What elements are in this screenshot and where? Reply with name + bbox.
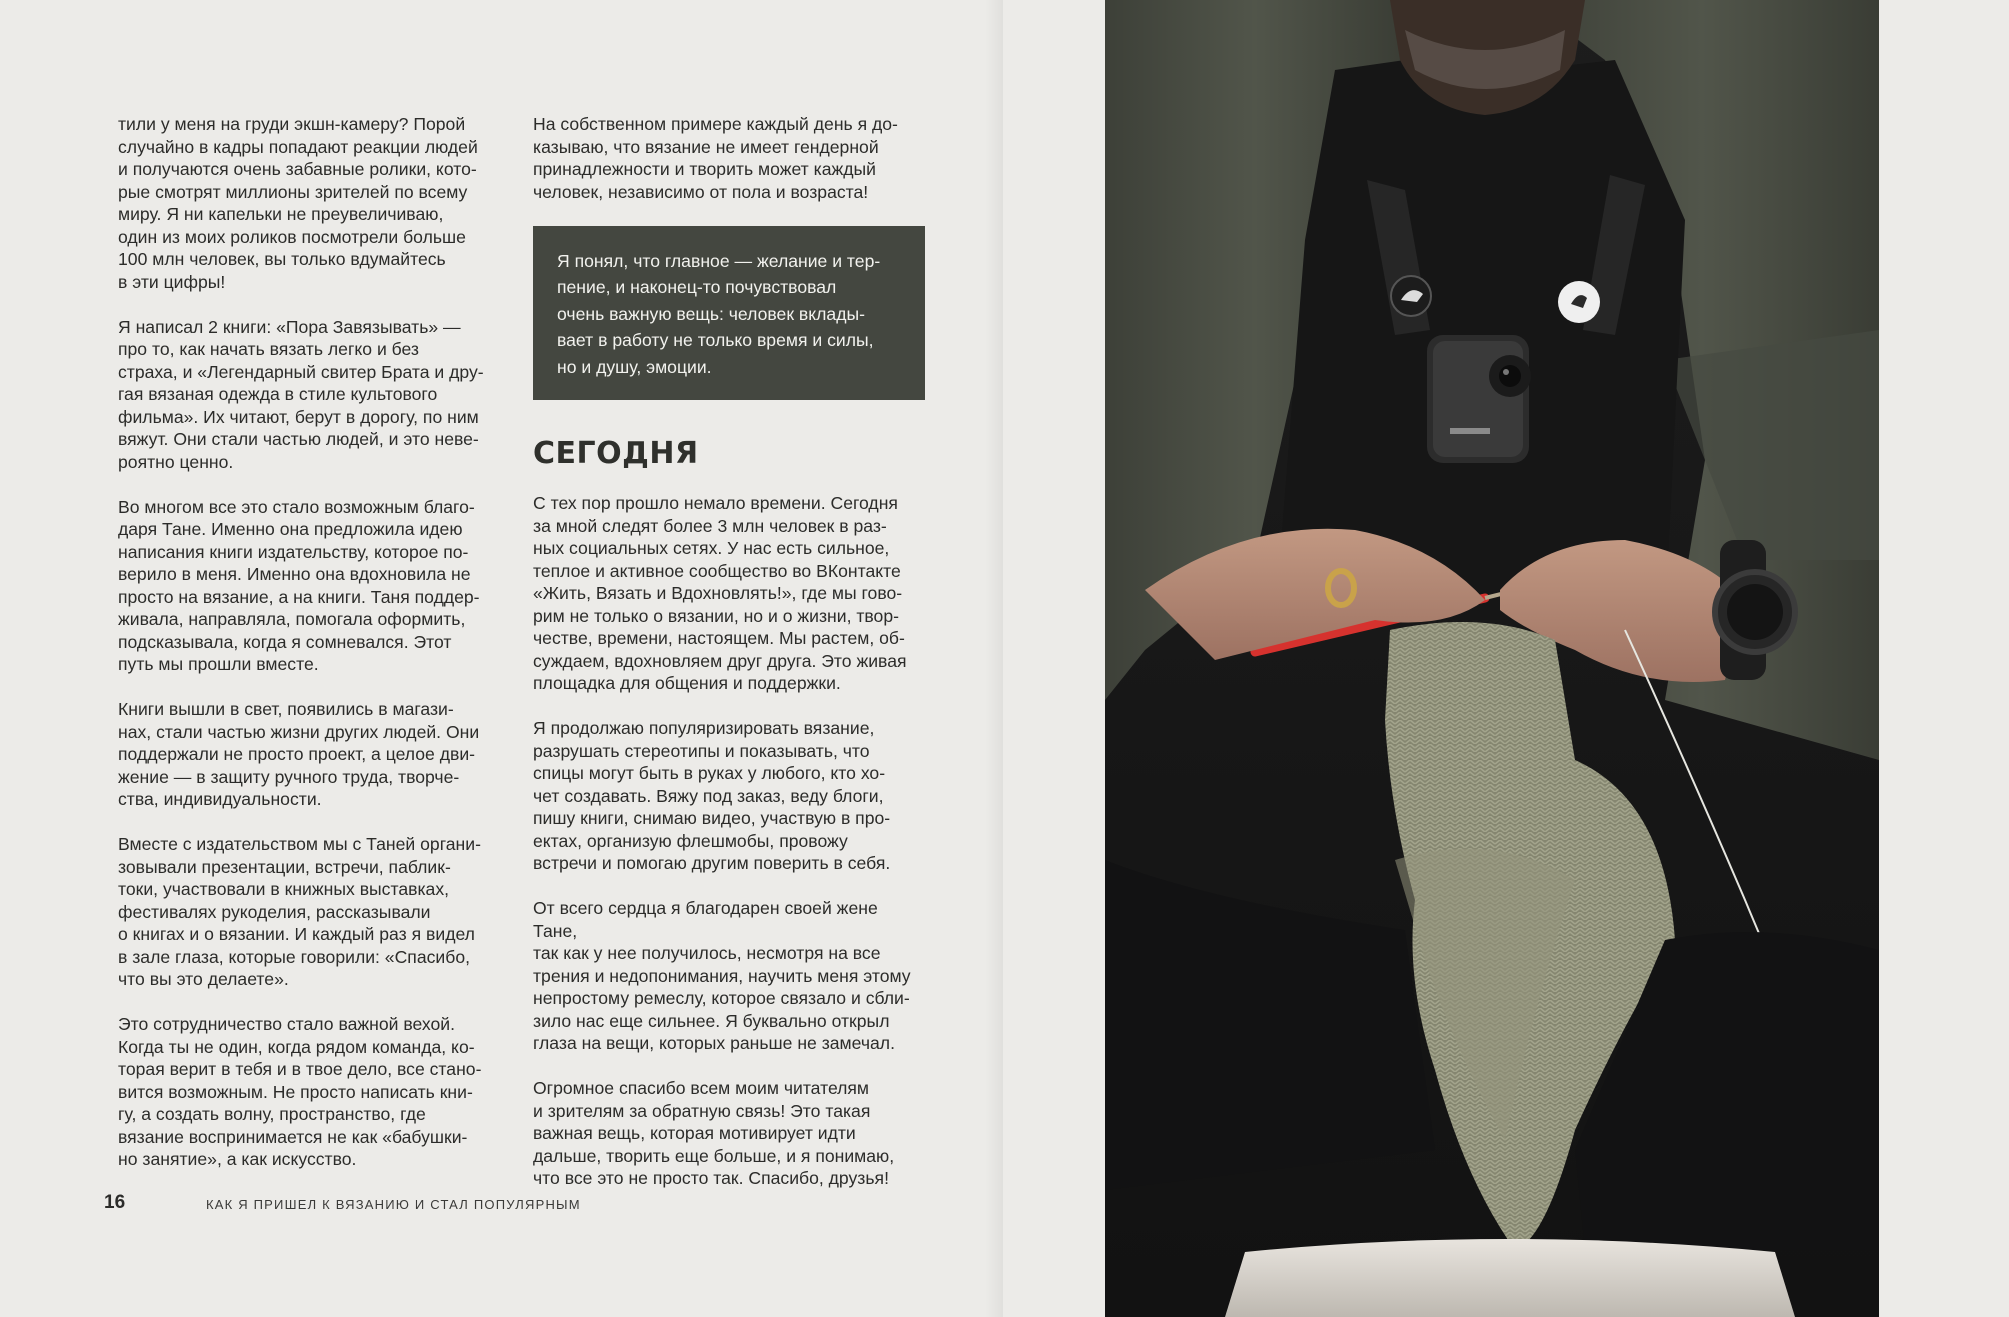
paragraph: На собственном примере каждый день я до- казываю, что вязание не имеет гендерной принадлежности и творить может каждый человек, независимо от пола и возраста!: [533, 114, 898, 202]
paragraph: тили у меня на груди экшн-камеру? Порой случайно в кадры попадают реакции людей и получаются очень забавные ролики, кото- рые смотрят миллионы зрителей по всему миру. Я ни капельки не преувеличиваю, один из моих роликов посмотрели больше 100 млн человек, вы только вдумайтесь в эти цифры!: [118, 114, 478, 292]
spine-shadow: [985, 0, 1003, 1317]
section-heading: СЕГОДНЯ: [533, 436, 699, 471]
paragraph: Я написал 2 книги: «Пора Завязывать» — про то, как начать вязать легко и без страха, и «Легендарный свитер Брата и дру- гая вязаная одежда в стиле культового фильма». Их читают, берут в дорогу, по ним вяжут. Они стали частью людей, и это неве- роятно ценно.: [118, 316, 484, 472]
knitting-man-photo: [1105, 0, 1879, 1317]
running-head: КАК Я ПРИШЕЛ К ВЯЗАНИЮ И СТАЛ ПОПУЛЯРНЫМ: [206, 1197, 581, 1212]
left-page: [0, 0, 1003, 1317]
paragraph: Вместе с издательством мы с Таней органи- зовывали презентации, встречи, паблик- токи, участвовали в книжных выставках, фестивалях рукоделия, рассказывали о книгах и о вязании. И каждый раз я видел в зале глаза, которые говорили: «Спасибо, что вы это делаете».: [118, 834, 481, 989]
paragraph: Огромное спасибо всем моим читателям и зрителям за обратную связь! Это такая важная вещь, которая мотивирует идти дальше, творить еще больше, и я понимаю, что все это не просто так. Спасибо, друзья!: [533, 1078, 895, 1188]
paragraph: От всего сердца я благодарен своей жене Тане, так как у нее получилось, несмотря на все трения и недопонимания, научить меня этому непростому ремеслу, которое связало и сбли- зило нас еще сильнее. Я буквально открыл глаза на вещи, которых раньше не замечал.: [533, 898, 911, 1053]
paragraph: Книги вышли в свет, появились в магази- нах, стали частью жизни других людей. Они поддержали не просто проект, а целое дви- жение — в защиту ручного труда, творче- ства, индивидуальности.: [118, 699, 480, 809]
paragraph: Во многом все это стало возможным благо- даря Тане. Именно она предложила идею написания книги издательству, которое по- верило в меня. Именно она вдохновила не просто на вязание, а на книги. Таня поддер- живала, направляла, помогала оформить, подсказывала, когда я сомневался. Этот путь мы прошли вместе.: [118, 496, 480, 674]
page-number: 16: [104, 1192, 126, 1213]
paragraph: Я продолжаю популяризировать вязание, разрушать стереотипы и показывать, что спицы могут быть в руках у любого, кто хо- чет создавать. Вяжу под заказ, веду блоги, пишу книги, снимаю видео, участвую в про- ектах, организую флешмобы, провожу встречи и помогаю другим поверить в себя.: [533, 718, 891, 873]
paragraph: Это сотрудничество стало важной вехой. Когда ты не один, когда рядом команда, ко- торая верит в тебя и в твое дело, все стано- вится возможным. Не просто написать кни- гу, а создать волну, пространство, где вязание воспринимается не как «бабушки- но занятие», а как искусство.: [118, 1014, 482, 1169]
text-column-1: [118, 113, 510, 1193]
pull-quote: Я понял, что главное — желание и тер- пение, и наконец-то почувствовал очень важную вещь: человек вклады- вает в работу не только время и силы, но и душу, эмоции.: [533, 226, 925, 401]
text-column-2: [533, 113, 925, 1212]
bench: [1225, 1239, 1795, 1317]
paragraph: С тех пор прошло немало времени. Сегодня за мной следят более 3 млн человек в раз- ных социальных сетях. У нас есть сильное, теплое и активное сообщество во ВКонтакте «Жить, Вязать и Вдохновлять!», где мы гово- рим не только о вязании, но и о жизни, твор- честве, времени, настоящем. Мы растем, об- суждаем, вдохновляем друг друга. Это живая площадка для общения и поддержки.: [533, 493, 907, 693]
action-camera: [1427, 335, 1531, 463]
